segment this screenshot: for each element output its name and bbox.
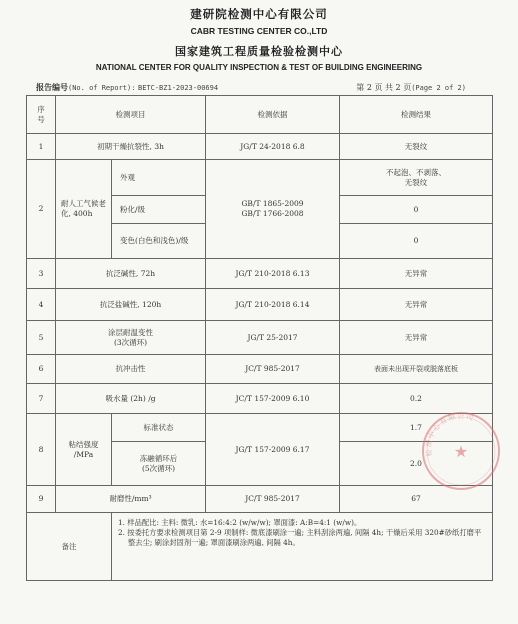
row-result: 67 (340, 486, 493, 513)
row-basis: JG/T 210-2018 6.13 (206, 259, 340, 289)
note-item: 1. 样品配比: 主料: 微乳: 水=16:4:2 (w/w/w); 罩面漆: A:B=4:1 (w/w)。 (118, 518, 362, 527)
row-basis: JC/T 157-2009 6.10 (206, 384, 340, 414)
row-result: 表面未出现开裂或脱落底板 (340, 355, 493, 384)
page-indicator-cn: 第 2 页 共 2 页 (356, 83, 412, 92)
row-result: 2.0 (340, 442, 493, 486)
row-no: 4 (27, 289, 56, 321)
table-row (27, 259, 493, 289)
header-item: 检测项目 (56, 96, 206, 134)
row-basis: JG/T 25-2017 (206, 321, 340, 355)
table-row (27, 289, 493, 321)
report-number-label-en: (No. of Report): (68, 84, 136, 92)
table-row (27, 414, 493, 442)
row-sub-label: 粉化/级 (112, 196, 206, 224)
row-item: 抗泛碱性, 72h (56, 259, 206, 289)
row-basis: GB/T 1865-2009 GB/T 1766-2008 (206, 160, 340, 259)
svg-text:★: ★ (453, 442, 469, 461)
row-no: 3 (27, 259, 56, 289)
row-group-label: 耐人工气候老化, 400h (56, 160, 112, 259)
row-result: 无异常 (340, 321, 493, 355)
table-row (27, 486, 493, 513)
table-row (27, 160, 493, 196)
row-no: 6 (27, 355, 56, 384)
org-name-cn: 建研院检测中心有限公司 (190, 7, 328, 21)
page-indicator-en: (Page 2 of 2) (411, 84, 466, 92)
row-no: 8 (27, 414, 56, 486)
test-results-table (26, 95, 493, 581)
row-no: 5 (27, 321, 56, 355)
row-no: 7 (27, 384, 56, 414)
row-basis: JC/T 985-2017 (206, 355, 340, 384)
notes-row (27, 513, 493, 581)
row-result: 不起泡、不剥落、 无裂纹 (340, 160, 493, 196)
row-group-label: 粘结强度 /MPa (56, 414, 112, 486)
center-name-cn: 国家建筑工程质量检验检测中心 (175, 45, 343, 58)
note-item: 2. 按委托方要求检测项目第 2-9 项制样: 微底漆刷涂一遍; 主料刮涂两遍, 间隔 4h; 干燥后采用 320#砂纸打磨平整去尘; 刷涂封固剂一遍; 罩面漆刷涂两遍, 间隔 4h。 (118, 528, 482, 547)
row-sub-label: 冻融循环后 (5次循环) (112, 442, 206, 486)
row-result: 无裂纹 (340, 134, 493, 160)
row-result: 0 (340, 224, 493, 259)
row-item: 初期干燥抗裂性, 3h (56, 134, 206, 160)
header-no: 序号 (27, 96, 56, 134)
header-result: 检测结果 (340, 96, 493, 134)
report-number-label: 报告编号 (36, 82, 68, 92)
report-number (36, 82, 218, 93)
table-header-row (27, 96, 493, 134)
svg-text:检测中心有限公司: 检测中心有限公司 (424, 412, 476, 457)
table-row (27, 134, 493, 160)
table-row (27, 384, 493, 414)
row-basis: JG/T 157-2009 6.17 (206, 414, 340, 486)
header-basis: 检测依据 (206, 96, 340, 134)
row-no: 9 (27, 486, 56, 513)
table-row (27, 321, 493, 355)
row-item: 耐磨性/mm³ (56, 486, 206, 513)
row-no: 2 (27, 160, 56, 259)
row-result: 0.2 (340, 384, 493, 414)
row-item: 吸水量 (2h) /g (56, 384, 206, 414)
row-basis: JG/T 24-2018 6.8 (206, 134, 340, 160)
report-number-value: BETC-BZ1-2023-00694 (137, 84, 219, 92)
center-name-en: NATIONAL CENTER FOR QUALITY INSPECTION & TEST OF BUILDING ENGINEERING (95, 63, 423, 72)
notes-content (112, 513, 493, 581)
row-result: 1.7 (340, 414, 493, 442)
row-result: 0 (340, 196, 493, 224)
row-basis: JC/T 985-2017 (206, 486, 340, 513)
page-indicator (356, 82, 466, 93)
row-no: 1 (27, 134, 56, 160)
row-basis: JG/T 210-2018 6.14 (206, 289, 340, 321)
row-item: 抗冲击性 (56, 355, 206, 384)
notes-label: 备注 (27, 513, 112, 581)
row-sub-label: 变色(白色和浅色)/级 (112, 224, 206, 259)
row-sub-label: 标准状态 (112, 414, 206, 442)
row-item: 抗泛盐碱性, 120h (56, 289, 206, 321)
row-item: 涂层耐温变性 (3次循环) (56, 321, 206, 355)
row-result: 无异常 (340, 259, 493, 289)
org-name-en: CABR TESTING CENTER CO.,LTD (190, 26, 328, 36)
row-sub-label: 外观 (112, 160, 206, 196)
table-row (27, 355, 493, 384)
row-result: 无异常 (340, 289, 493, 321)
